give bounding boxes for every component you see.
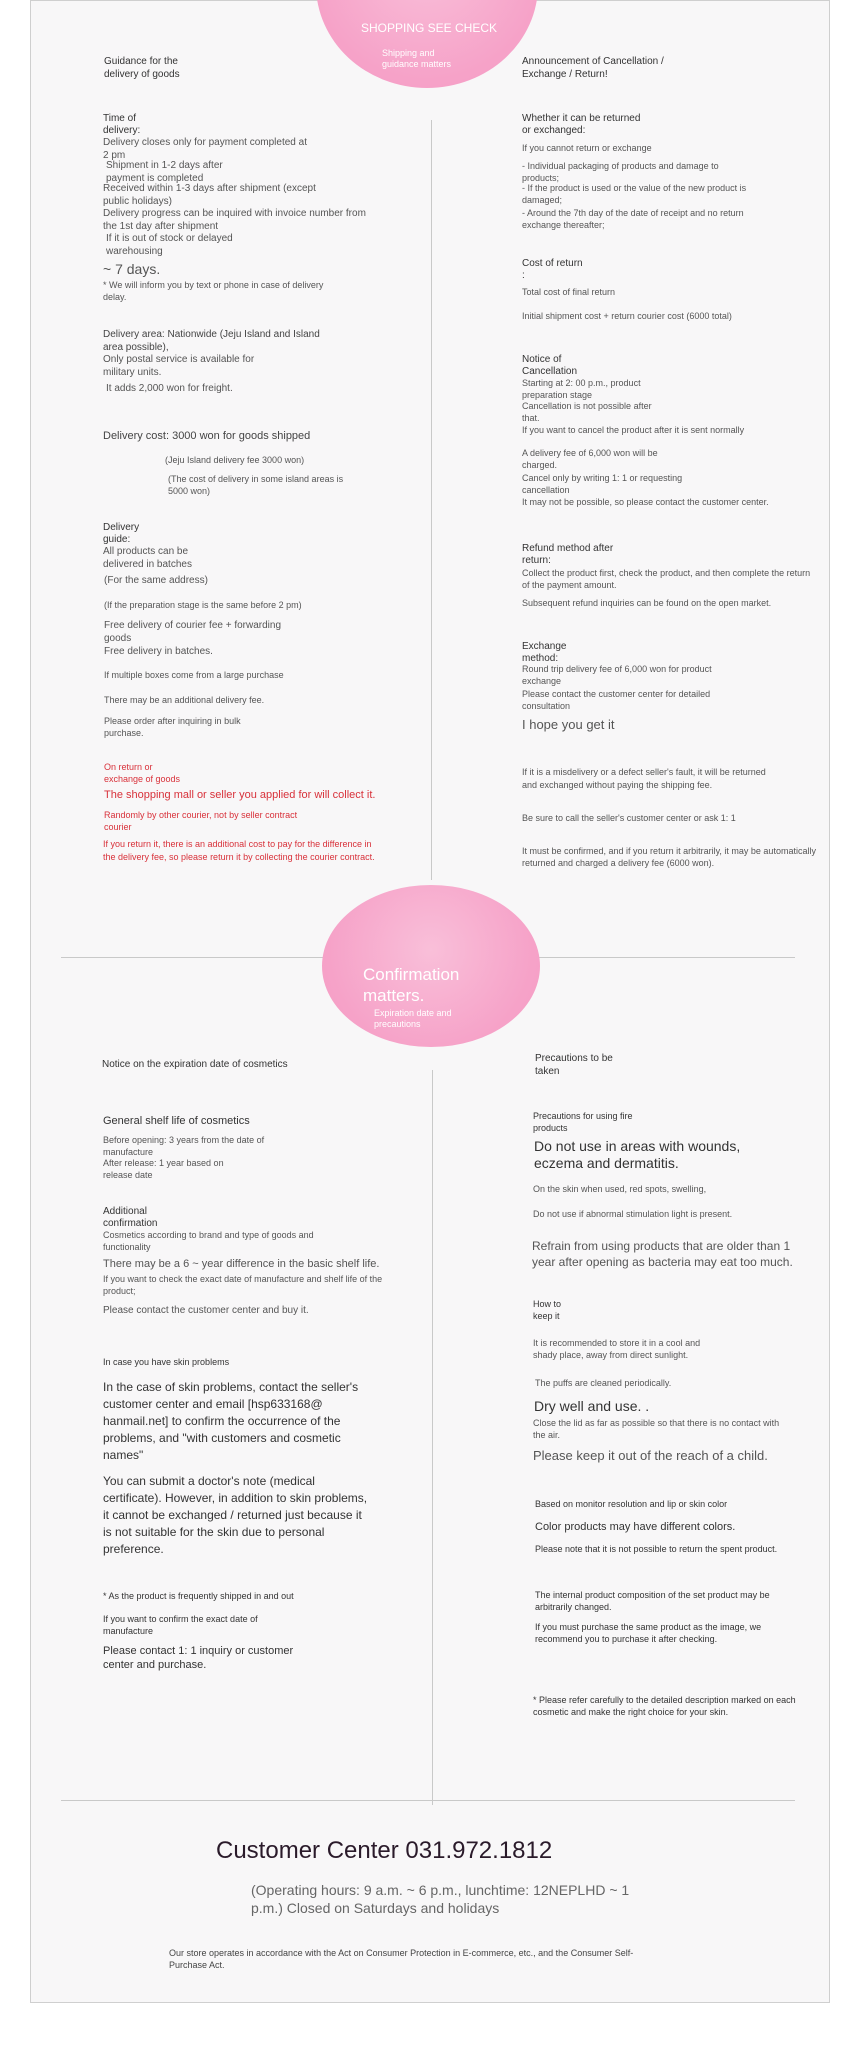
fire-big: Do not use in areas with wounds, eczema and dermatitis. <box>534 1138 741 1171</box>
cancellation-heading: Notice of Cancellation <box>522 354 578 377</box>
set-same: If you must purchase the same product as the image, we recommend you to purchase it after checking. <box>535 1622 762 1644</box>
section2-left-header: Notice on the expiration date of cosmetics <box>102 1059 288 1070</box>
section1-divider <box>431 120 432 880</box>
color-heading: Based on monitor resolution and lip or skin color <box>535 1499 728 1509</box>
set-change: The internal product composition of the set product may be arbitrarily changed. <box>535 1590 770 1612</box>
fire-skin: On the skin when used, red spots, swelling, <box>533 1184 707 1194</box>
exchange-heading: Exchange method: <box>522 641 567 664</box>
guide-line-1: All products can be delivered in batches <box>103 546 192 570</box>
shelf-line-2: After release: 1 year based on release date <box>103 1158 224 1180</box>
time-line-5: If it is out of stock or delayed warehousing <box>106 233 233 257</box>
time-of-delivery-heading: Time of delivery: <box>103 113 141 136</box>
guide-line-6: If multiple boxes come from a large purchase <box>104 670 284 680</box>
guide-line-5: Free delivery in batches. <box>104 646 213 657</box>
keep-reach: Please keep it out of the reach of a child. <box>533 1448 768 1463</box>
guide-line-7: There may be an additional delivery fee. <box>104 695 265 705</box>
cost-line-2: Initial shipment cost + return courier cost (6000 total) <box>522 311 732 321</box>
operating-hours: (Operating hours: 9 a.m. ~ 6 p.m., lunchtime: 12NEPLHD ~ 1 p.m.) Closed on Saturdays and holidays <box>251 1882 630 1916</box>
additional-line-2: There may be a 6 ~ year difference in the basic shelf life. <box>103 1258 380 1270</box>
cost-line-1: Total cost of final return <box>522 287 616 297</box>
refer-note: * Please refer carefully to the detailed description marked on each cosmetic and make the right choice for your skin. <box>533 1695 796 1717</box>
cancel-line-2: Cancellation is not possible after that. <box>522 401 652 423</box>
whether-line-3: - If the product is used or the value of the new product is damaged; <box>522 183 747 205</box>
additional-line-4: Please contact the customer center and buy it. <box>103 1305 309 1316</box>
skin-problems-heading: In case you have skin problems <box>103 1357 230 1367</box>
refund-line-1: Collect the product first, check the product, and then complete the return of the payment amount. <box>522 568 811 590</box>
cancel-line-4: A delivery fee of 6,000 won will be charged. <box>522 448 658 470</box>
seven-days: ~ 7 days. <box>103 261 161 277</box>
skin-paragraph-2: You can submit a doctor's note (medical certificate). However, in addition to skin problems, it cannot be exchanged / returned just because it is not suitable for the skin due to personal preference. <box>103 1474 368 1556</box>
inform-note: * We will inform you by text or phone in case of delivery delay. <box>103 280 324 302</box>
section2-badge-title: Confirmation matters. <box>363 965 460 1005</box>
delivery-cost-jeju: (Jeju Island delivery fee 3000 won) <box>165 455 305 465</box>
fire-products-heading: Precautions for using fire products <box>533 1111 633 1133</box>
return-collect: The shopping mall or seller you applied for will collect it. <box>104 789 376 801</box>
return-heading: On return or exchange of goods <box>104 762 181 784</box>
shipped-note: * As the product is frequently shipped in and out <box>103 1591 294 1601</box>
whether-line-1: If you cannot return or exchange <box>522 143 652 153</box>
return-cost: If you return it, there is an additional cost to pay for the difference in the delivery fee, so please return it by collecting the courier contract. <box>103 839 375 862</box>
keep-heading: How to keep it <box>533 1299 562 1321</box>
whether-line-4: - Around the 7th day of the date of receipt and no return exchange thereafter; <box>522 208 744 230</box>
time-line-1: Delivery closes only for payment completed at 2 pm <box>103 137 307 161</box>
section1-badge-title: SHOPPING SEE CHECK <box>360 21 498 35</box>
shipped-confirm: If you want to confirm the exact date of manufacture <box>103 1614 258 1636</box>
cancel-line-1: Starting at 2: 00 p.m., product preparation stage <box>522 378 641 400</box>
time-line-4: Delivery progress can be inquired with invoice number from the 1st day after shipment <box>103 208 366 232</box>
additional-line-1: Cosmetics according to brand and type of goods and functionality <box>103 1230 314 1252</box>
keep-dry: Dry well and use. . <box>534 1398 650 1414</box>
customer-center: Customer Center 031.972.1812 <box>216 1837 553 1864</box>
delivery-guide-heading: Delivery guide: <box>103 522 140 545</box>
delivery-cost-heading: Delivery cost: 3000 won for goods shipped <box>103 430 311 442</box>
color-diff: Color products may have different colors. <box>535 1521 736 1533</box>
fire-stim: Do not use if abnormal stimulation light is present. <box>533 1209 733 1219</box>
fire-refrain: Refrain from using products that are older than 1 year after opening as bacteria may eat too much. <box>532 1239 793 1269</box>
section2-right-header: Precautions to be taken <box>535 1053 613 1077</box>
delivery-cost-island: (The cost of delivery in some island areas is 5000 won) <box>168 474 344 496</box>
refund-heading: Refund method after return: <box>522 543 614 566</box>
time-line-3: Received within 1-3 days after shipment (except public holidays) <box>103 183 316 207</box>
section1-right-header: Announcement of Cancellation / Exchange / Return! <box>522 56 664 80</box>
cost-of-return-heading: Cost of return <box>522 258 583 269</box>
keep-store: It is recommended to store it in a cool and shady place, away from direct sunlight. <box>533 1338 701 1360</box>
whether-heading: Whether it can be returned or exchanged: <box>522 113 641 136</box>
consumer-law-note: Our store operates in accordance with the Act on Consumer Protection in E-commerce, etc., and the Consumer Self-Purchase Act. <box>169 1948 634 1970</box>
cancel-line-3: If you want to cancel the product after it is sent normally <box>522 425 745 435</box>
keep-lid: Close the lid as far as possible so that there is no contact with the air. <box>533 1418 780 1440</box>
cancel-line-5: Cancel only by writing 1: 1 or requesting cancellation <box>522 473 683 495</box>
color-note: Please note that it is not possible to return the spent product. <box>535 1544 778 1554</box>
exchange-line-1: Round trip delivery fee of 6,000 won for product exchange <box>522 664 712 686</box>
exchange-line-2: Please contact the customer center for detailed consultation <box>522 689 711 711</box>
return-other-courier: Randomly by other courier, not by seller contract courier <box>104 810 298 832</box>
section2-badge-subtitle: Expiration date and precautions <box>374 1008 452 1029</box>
shelf-life-heading: General shelf life of cosmetics <box>103 1115 250 1127</box>
section1-left-header: Guidance for the delivery of goods <box>104 56 180 80</box>
cancel-line-6: It may not be possible, so please contact the customer center. <box>522 497 769 507</box>
shelf-line-1: Before opening: 3 years from the date of manufacture <box>103 1135 265 1157</box>
shipped-contact: Please contact 1: 1 inquiry or customer center and purchase. <box>103 1645 294 1671</box>
keep-puffs: The puffs are cleaned periodically. <box>535 1378 672 1388</box>
be-sure-note: Be sure to call the seller's customer center or ask 1: 1 <box>522 813 736 823</box>
time-line-2: Shipment in 1-2 days after payment is completed <box>106 160 223 184</box>
hope-line: I hope you get it <box>522 717 615 732</box>
misdelivery-note: If it is a misdelivery or a defect seller's fault, it will be returned and exchanged without paying the shipping fee. <box>522 767 766 790</box>
must-confirm-note: It must be confirmed, and if you return it arbitrarily, it may be automatically returned and charged a delivery fee (6000 won). <box>522 846 816 868</box>
additional-heading: Additional confirmation <box>103 1206 158 1229</box>
guide-line-8: Please order after inquiring in bulk purchase. <box>104 716 241 738</box>
refund-line-2: Subsequent refund inquiries can be found on the open market. <box>522 598 772 608</box>
skin-paragraph-1: In the case of skin problems, contact the seller's customer center and email [hsp633168@ hanmail.net] to confirm the occurrence of the problems, and "with customers and cosmetic names" <box>103 1380 359 1462</box>
cost-of-return-colon: : <box>522 270 525 281</box>
additional-line-3: If you want to check the exact date of manufacture and shelf life of the product; <box>103 1274 383 1296</box>
guide-line-3: (If the preparation stage is the same before 2 pm) <box>104 600 302 610</box>
delivery-area-heading: Delivery area: Nationwide (Jeju Island and Island area possible), <box>103 329 320 353</box>
footer-separator <box>61 1800 795 1801</box>
whether-line-2: - Individual packaging of products and damage to products; <box>522 161 719 183</box>
section1-badge-subtitle: Shipping and guidance matters <box>382 48 452 69</box>
guide-line-2: (For the same address) <box>104 575 208 586</box>
freight-line: It adds 2,000 won for freight. <box>106 383 233 394</box>
guide-line-4: Free delivery of courier fee + forwarding goods <box>104 620 282 644</box>
section2-divider <box>432 1070 433 1805</box>
delivery-area-line: Only postal service is available for military units. <box>103 354 255 378</box>
